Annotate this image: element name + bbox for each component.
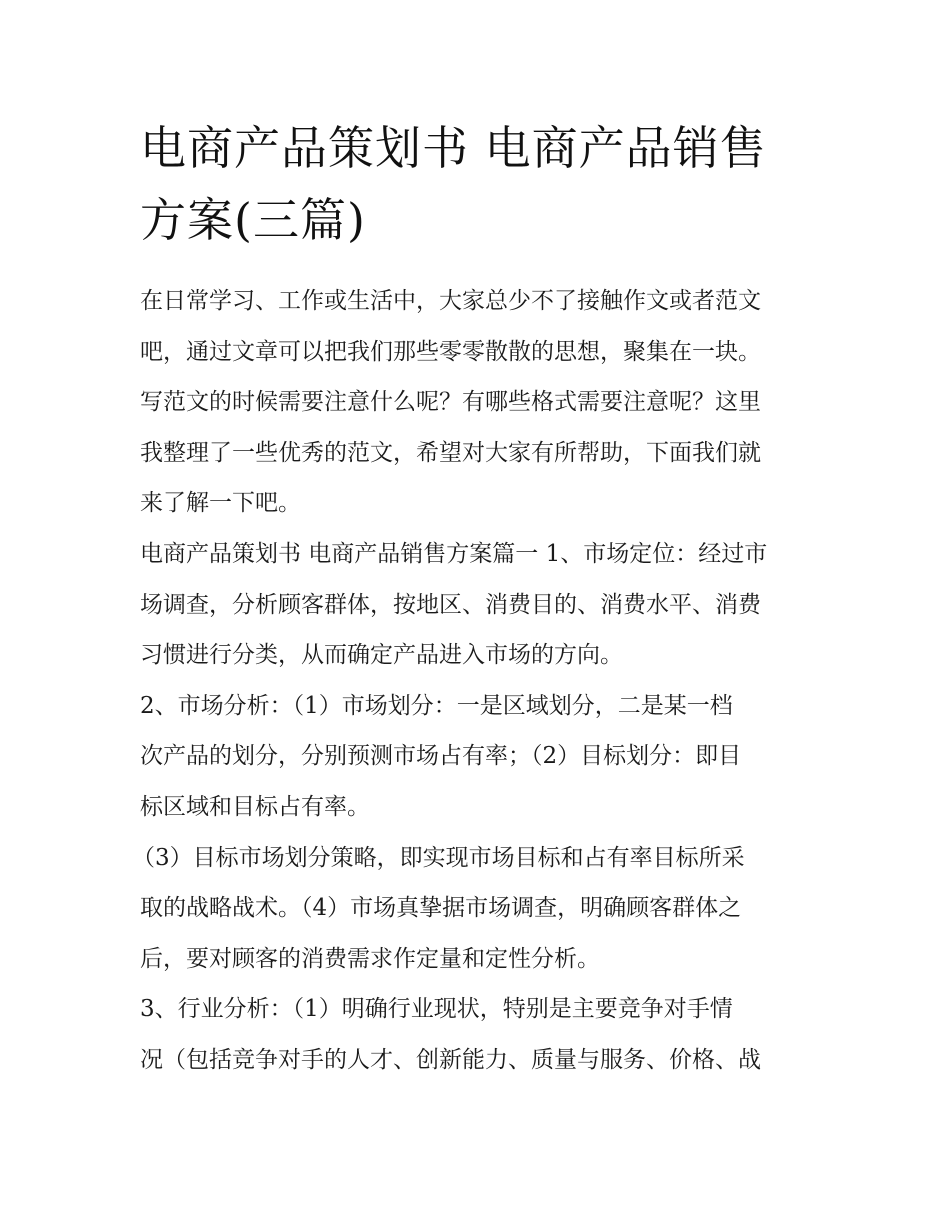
paragraph-line: 2、市场分析：（1）市场划分：一是区域划分，二是某一档 bbox=[140, 692, 733, 719]
paragraph-line: 习惯进行分类，从而确定产品进入市场的方向。 bbox=[140, 642, 623, 669]
paragraph-line: 场调查，分析顾客群体，按地区、消费目的、消费水平、消费 bbox=[140, 591, 761, 618]
paragraph-line: 况（包括竞争对手的人才、创新能力、质量与服务、价格、战 bbox=[140, 1046, 761, 1073]
paragraph-line: 取的战略战术。（4）市场真挚据市场调查，明确顾客群体之 bbox=[140, 895, 742, 922]
title-line: 方案(三篇) bbox=[140, 193, 366, 247]
paragraph-line: 标区域和目标占有率。 bbox=[140, 793, 370, 820]
document-title bbox=[140, 112, 830, 256]
paragraph-line: 吧，通过文章可以把我们那些零零散散的思想，聚集在一块。 bbox=[140, 338, 761, 365]
paragraph-line: 3、行业分析：（1）明确行业现状，特别是主要竞争对手情 bbox=[140, 996, 733, 1023]
paragraph-line: 后，要对顾客的消费需求作定量和定性分析。 bbox=[140, 945, 600, 972]
document-body bbox=[132, 276, 840, 1086]
paragraph-line: 电商产品策划书 电商产品销售方案篇一 1、市场定位：经过市 bbox=[140, 540, 768, 567]
paragraph-line: 在日常学习、工作或生活中，大家总少不了接触作文或者范文 bbox=[140, 288, 761, 314]
paragraph-line: 次产品的划分，分别预测市场占有率；（2）目标划分：即目 bbox=[140, 743, 742, 770]
paragraph-line: （3）目标市场划分策略，即实现市场目标和占有率目标所采 bbox=[132, 844, 745, 871]
title-line: 电商产品策划书 电商产品销售 bbox=[140, 121, 767, 175]
paragraph-line: 来了解一下吧。 bbox=[140, 490, 301, 517]
paragraph-line: 我整理了一些优秀的范文，希望对大家有所帮助，下面我们就 bbox=[140, 439, 761, 466]
paragraph-line: 写范文的时候需要注意什么呢？有哪些格式需要注意呢？这里 bbox=[140, 389, 761, 416]
